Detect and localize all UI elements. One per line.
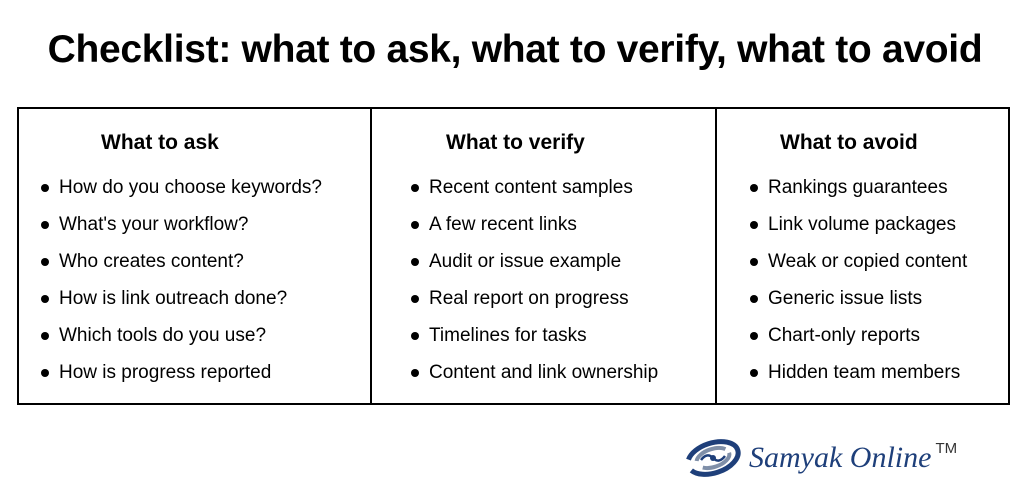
list-item: Link volume packages bbox=[750, 213, 967, 250]
swirl-logo-icon bbox=[683, 432, 747, 480]
column-what-to-ask bbox=[19, 109, 370, 403]
column-what-to-verify bbox=[370, 109, 715, 403]
bullet-icon bbox=[411, 258, 419, 266]
bullet-icon bbox=[41, 295, 49, 303]
list-item: How is link outreach done? bbox=[41, 287, 322, 324]
column-heading: What to verify bbox=[446, 131, 585, 154]
bullet-icon bbox=[41, 184, 49, 192]
list-item: Generic issue lists bbox=[750, 287, 967, 324]
bullet-icon bbox=[41, 221, 49, 229]
list-item: Audit or issue example bbox=[411, 250, 658, 287]
column-heading: What to ask bbox=[101, 131, 219, 154]
list-item: A few recent links bbox=[411, 213, 658, 250]
item-list bbox=[41, 176, 322, 398]
bullet-icon bbox=[750, 258, 758, 266]
bullet-icon bbox=[750, 221, 758, 229]
bullet-icon bbox=[411, 295, 419, 303]
trademark-symbol: TM bbox=[935, 439, 958, 457]
page-title: Checklist: what to ask, what to verify, what to avoid bbox=[47, 28, 983, 71]
list-item: How is progress reported bbox=[41, 361, 322, 398]
list-item: Recent content samples bbox=[411, 176, 658, 213]
list-item: Who creates content? bbox=[41, 250, 322, 287]
bullet-icon bbox=[411, 369, 419, 377]
bullet-icon bbox=[411, 332, 419, 340]
list-item: Content and link ownership bbox=[411, 361, 658, 398]
bullet-icon bbox=[750, 332, 758, 340]
list-item: Timelines for tasks bbox=[411, 324, 658, 361]
list-item: What's your workflow? bbox=[41, 213, 322, 250]
bullet-icon bbox=[411, 184, 419, 192]
list-item: Real report on progress bbox=[411, 287, 658, 324]
list-item: How do you choose keywords? bbox=[41, 176, 322, 213]
item-list bbox=[411, 176, 658, 398]
list-item: Rankings guarantees bbox=[750, 176, 967, 213]
bullet-icon bbox=[750, 295, 758, 303]
list-item: Which tools do you use? bbox=[41, 324, 322, 361]
column-heading: What to avoid bbox=[780, 131, 918, 154]
bullet-icon bbox=[750, 369, 758, 377]
column-what-to-avoid bbox=[715, 109, 1008, 403]
checklist-table bbox=[17, 107, 1010, 405]
bullet-icon bbox=[41, 369, 49, 377]
item-list bbox=[750, 176, 967, 398]
bullet-icon bbox=[41, 258, 49, 266]
list-item: Hidden team members bbox=[750, 361, 967, 398]
logo-wordmark: Samyak Online bbox=[749, 441, 932, 474]
list-item: Chart-only reports bbox=[750, 324, 967, 361]
bullet-icon bbox=[41, 332, 49, 340]
list-item: Weak or copied content bbox=[750, 250, 967, 287]
bullet-icon bbox=[411, 221, 419, 229]
samyak-online-logo bbox=[683, 430, 1013, 482]
bullet-icon bbox=[750, 184, 758, 192]
